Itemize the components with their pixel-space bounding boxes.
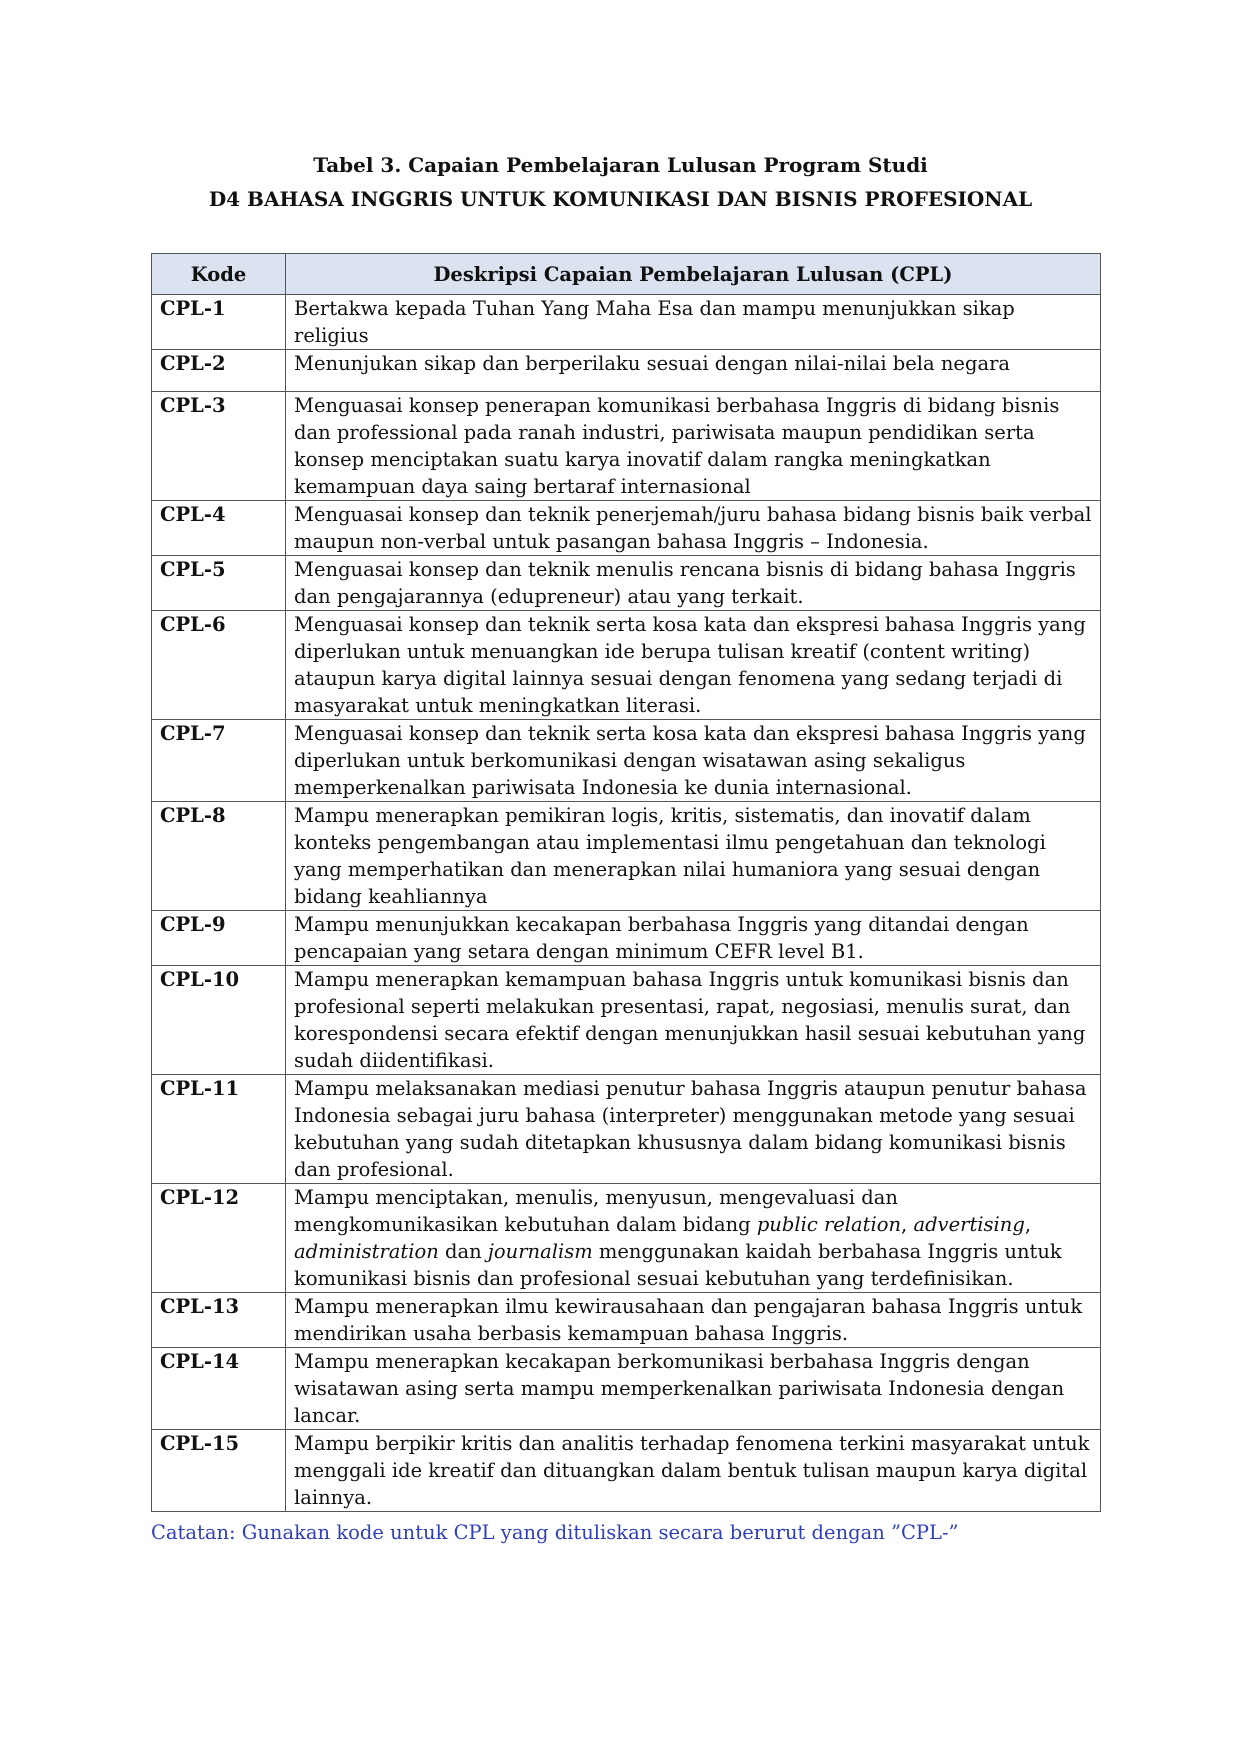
desc-text: , [901, 1213, 914, 1236]
table-row [152, 1293, 1101, 1348]
desc-text: Mampu menciptakan, menulis, menyusun, mengevaluasi dan mengkomunikasikan kebutuhan dalam bidang [294, 1186, 898, 1236]
table-row [152, 802, 1101, 911]
table-row [152, 1075, 1101, 1184]
desc-italic-term: public relation [756, 1213, 902, 1236]
cpl-description: Menguasai konsep dan teknik serta kosa kata dan ekspresi bahasa Inggris yang diperlukan untuk menuangkan ide berupa tulisan kreatif (content writing) ataupun karya digital lainnya sesuai dengan fenomena yang sedang terjadi di masyarakat untuk meningkatkan literasi. [286, 611, 1101, 720]
cpl-code: CPL-12 [152, 1184, 286, 1293]
table-row [152, 911, 1101, 966]
table-header-row [152, 254, 1101, 295]
cpl-description: Mampu menerapkan ilmu kewirausahaan dan pengajaran bahasa Inggris untuk mendirikan usaha berbasis kemampuan bahasa Inggris. [286, 1293, 1101, 1348]
table-row [152, 1184, 1101, 1293]
desc-italic-term: administration [294, 1240, 439, 1263]
table-row [152, 1430, 1101, 1512]
cpl-code: CPL-2 [152, 350, 286, 392]
table-row [152, 392, 1101, 501]
cpl-code: CPL-6 [152, 611, 286, 720]
desc-italic-term: journalism [487, 1240, 593, 1263]
cpl-description: Mampu berpikir kritis dan analitis terhadap fenomena terkini masyarakat untuk menggali ide kreatif dan dituangkan dalam bentuk tulisan maupun karya digital lainnya. [286, 1430, 1101, 1512]
desc-italic-term: advertising [913, 1213, 1025, 1236]
table-row [152, 1348, 1101, 1430]
table-row [152, 350, 1101, 392]
cpl-code: CPL-10 [152, 966, 286, 1075]
cpl-code: CPL-5 [152, 556, 286, 611]
cpl-code: CPL-8 [152, 802, 286, 911]
header-kode: Kode [152, 254, 286, 295]
cpl-code: CPL-9 [152, 911, 286, 966]
program-name: D4 BAHASA INGGRIS UNTUK KOMUNIKASI DAN BISNIS PROFESIONAL [208, 187, 1033, 211]
cpl-description: Menguasai konsep dan teknik serta kosa kata dan ekspresi bahasa Inggris yang diperlukan untuk berkomunikasi dengan wisatawan asing sekaligus memperkenalkan pariwisata Indonesia ke dunia internasional. [286, 720, 1101, 802]
cpl-description: Mampu menerapkan pemikiran logis, kritis, sistematis, dan inovatif dalam konteks pengembangan atau implementasi ilmu pengetahuan dan teknologi yang memperhatikan dan menerapkan nilai humaniora yang sesuai dengan bidang keahliannya [286, 802, 1101, 911]
desc-text: dan [438, 1240, 488, 1263]
cpl-description: Menguasai konsep penerapan komunikasi berbahasa Inggris di bidang bisnis dan professional pada ranah industri, pariwisata maupun pendidikan serta konsep menciptakan suatu karya inovatif dalam rangka meningkatkan kemampuan daya saing bertaraf internasional [286, 392, 1101, 501]
table-row [152, 295, 1101, 350]
cpl-code: CPL-4 [152, 501, 286, 556]
header-deskripsi: Deskripsi Capaian Pembelajaran Lulusan (CPL) [286, 254, 1101, 295]
table-title: Tabel 3. Capaian Pembelajaran Lulusan Program Studi [313, 153, 928, 177]
table-row [152, 501, 1101, 556]
cpl-description [286, 1184, 1101, 1293]
table-row [152, 720, 1101, 802]
cpl-description: Menunjukan sikap dan berperilaku sesuai dengan nilai-nilai bela negara [286, 350, 1101, 392]
table-note: Catatan: Gunakan kode untuk CPL yang dituliskan secara berurut dengan ”CPL-” [151, 1521, 959, 1544]
cpl-table [151, 253, 1101, 1512]
cpl-description: Bertakwa kepada Tuhan Yang Maha Esa dan mampu menunjukkan sikap religius [286, 295, 1101, 350]
cpl-description: Menguasai konsep dan teknik penerjemah/juru bahasa bidang bisnis baik verbal maupun non-verbal untuk pasangan bahasa Inggris – Indonesia. [286, 501, 1101, 556]
cpl-code: CPL-14 [152, 1348, 286, 1430]
cpl-code: CPL-11 [152, 1075, 286, 1184]
cpl-description: Mampu menerapkan kemampuan bahasa Inggris untuk komunikasi bisnis dan profesional seperti melakukan presentasi, rapat, negosiasi, menulis surat, dan korespondensi secara efektif dengan menunjukkan hasil sesuai kebutuhan yang sudah diidentifikasi. [286, 966, 1101, 1075]
cpl-description: Menguasai konsep dan teknik menulis rencana bisnis di bidang bahasa Inggris dan pengajarannya (edupreneur) atau yang terkait. [286, 556, 1101, 611]
table-row [152, 966, 1101, 1075]
cpl-description: Mampu menerapkan kecakapan berkomunikasi berbahasa Inggris dengan wisatawan asing serta mampu memperkenalkan pariwisata Indonesia dengan lancar. [286, 1348, 1101, 1430]
cpl-code: CPL-1 [152, 295, 286, 350]
cpl-code: CPL-13 [152, 1293, 286, 1348]
cpl-code: CPL-3 [152, 392, 286, 501]
cpl-description: Mampu melaksanakan mediasi penutur bahasa Inggris ataupun penutur bahasa Indonesia sebagai juru bahasa (interpreter) menggunakan metode yang sesuai kebutuhan yang sudah ditetapkan khususnya dalam bidang komunikasi bisnis dan profesional. [286, 1075, 1101, 1184]
table-row [152, 611, 1101, 720]
desc-text: , [1024, 1213, 1032, 1236]
table-row [152, 556, 1101, 611]
cpl-code: CPL-15 [152, 1430, 286, 1512]
desc-text: menggunakan kaidah berbahasa Inggris untuk komunikasi bisnis dan profesional sesuai kebutuhan yang terdefinisikan. [294, 1240, 1062, 1290]
cpl-description: Mampu menunjukkan kecakapan berbahasa Inggris yang ditandai dengan pencapaian yang setara dengan minimum CEFR level B1. [286, 911, 1101, 966]
cpl-code: CPL-7 [152, 720, 286, 802]
